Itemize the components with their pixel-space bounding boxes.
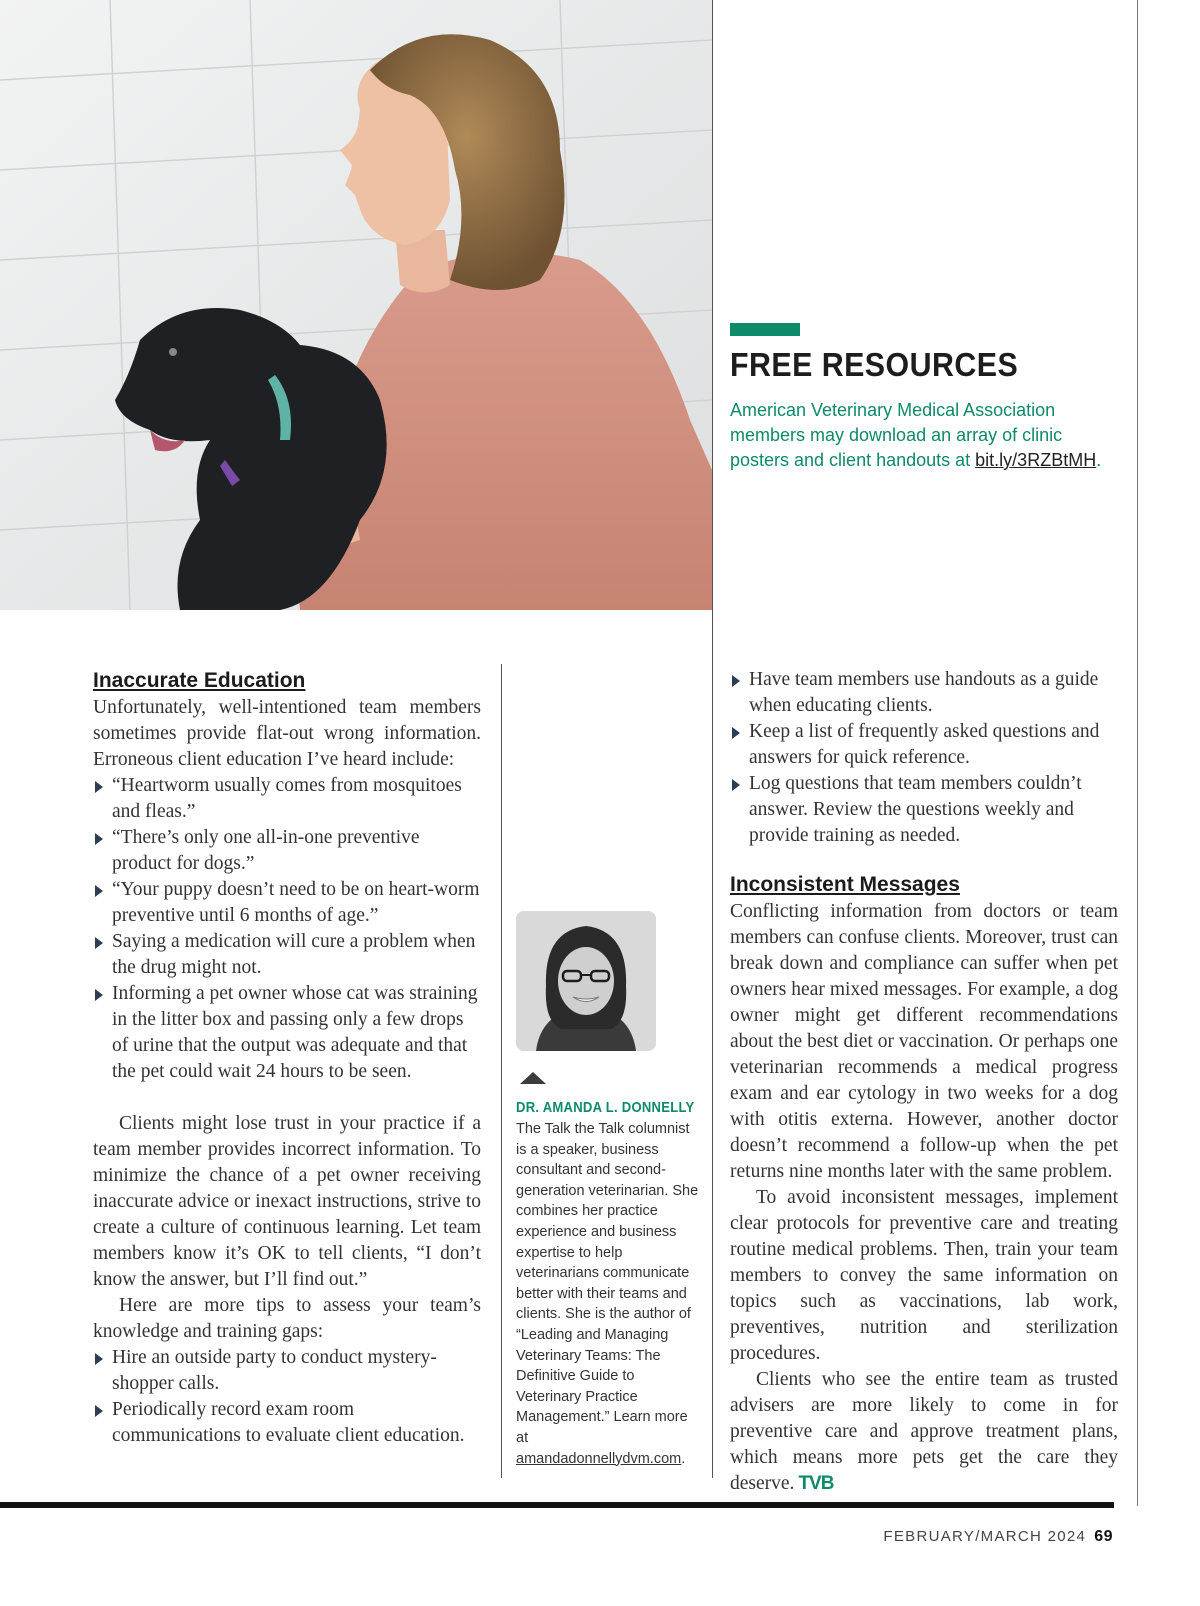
free-resources-accent-bar: [730, 323, 800, 336]
author-bio: [516, 1119, 701, 1469]
list-item: “Your puppy doesn’t need to be on heart-worm preventive until 6 months of age.”: [93, 877, 481, 929]
author-pointer-icon: [520, 1072, 546, 1084]
footer-rule: [0, 1502, 1114, 1508]
body-paragraph: Conflicting information from doctors or team members can confuse clients. Moreover, trust can break down and compliance can suffer when pet owners hear mixed messages. For example, a dog owner might get different recommendations about the best diet or vaccination. Or perhaps one veterinarian recommends a medical progress exam and ear cytology in two weeks for a dog with otitis externa. However, another doctor doesn’t recommend a follow-up when the pet returns nine months later with the same problem.: [730, 901, 1118, 1182]
author-name: DR. AMANDA L. DONNELLY: [516, 1100, 695, 1116]
handout-tips-list: [730, 667, 1118, 849]
list-item: “Heartworm usually comes from mosquitoes and fleas.”: [93, 773, 481, 825]
free-resources-body: American Veterinary Medical Association members may download an array of clinic posters and client handouts at: [730, 400, 1063, 470]
tvb-end-mark-icon: TVB: [798, 1473, 834, 1494]
final-paragraph-text: Clients who see the entire team as trusted advisers are more likely to come in for preventive care and approve treatment plans, which means more pets get the care they deserve.: [730, 1369, 1118, 1494]
free-resources-text: [730, 398, 1125, 473]
hero-photo: [0, 0, 712, 610]
free-resources-title: FREE RESOURCES: [730, 346, 1019, 383]
list-item: Have team members use handouts as a guide when educating clients.: [730, 667, 1118, 719]
section-heading-inconsistent-messages: Inconsistent Messages: [730, 873, 960, 896]
body-paragraph-final: [730, 1367, 1118, 1497]
free-resources-end: .: [1096, 450, 1102, 470]
list-item: Hire an outside party to conduct mystery-shopper calls.: [93, 1345, 481, 1397]
right-column: [730, 667, 1118, 1497]
author-portrait-image: [516, 911, 656, 1051]
erroneous-education-list: [93, 773, 481, 1085]
page-number: 69: [1094, 1528, 1113, 1545]
author-photo: [516, 911, 656, 1051]
column-divider-left: [501, 664, 502, 1478]
list-item: Keep a list of frequently asked questions and answers for quick reference.: [730, 719, 1118, 771]
column-divider-photo: [712, 0, 713, 1478]
author-bio-end: .: [681, 1450, 686, 1467]
left-column: [93, 667, 481, 1449]
list-item: Log questions that team members couldn’t answer. Review the questions weekly and provide training as needed.: [730, 771, 1118, 849]
tips-list: [93, 1345, 481, 1449]
page-footer: [883, 1528, 1113, 1546]
list-item: Saying a medication will cure a problem when the drug might not.: [93, 929, 481, 981]
body-paragraph: Here are more tips to assess your team’s knowledge and training gaps:: [93, 1295, 481, 1342]
list-item: Periodically record exam room communications to evaluate client education.: [93, 1397, 481, 1449]
intro-paragraph: Unfortunately, well-intentioned team members sometimes provide flat-out wrong information. Erroneous client education I’ve heard include:: [93, 697, 481, 770]
page-edge-rule: [1137, 0, 1138, 1506]
section-heading-inaccurate-education: Inaccurate Education: [93, 669, 306, 692]
body-paragraph: Clients might lose trust in your practice if a team member provides incorrect information. To minimize the chance of a pet owner receiving inaccurate advice or inexact instructions, strive to create a culture of continuous learning. Let team members know it’s OK to tell clients, “I don’t know the answer, but I’ll find out.”: [93, 1113, 481, 1290]
issue-date: FEBRUARY/MARCH 2024: [883, 1528, 1087, 1545]
author-website-link[interactable]: amandadonnellydvm.com: [516, 1450, 682, 1467]
list-item: Informing a pet owner whose cat was straining in the litter box and passing only a few drops of urine that the output was adequate and that the pet could wait 24 hours to be seen.: [93, 981, 481, 1085]
author-bio-text: The Talk the Talk columnist is a speaker, business consultant and second-generation veterinarian. She combines her practice experience and business expertise to help veterinarians communicate better with their teams and clients. She is the author of “Leading and Managing Veterinary Teams: The Definitive Guide to Veterinary Practice Management.” Learn more at: [516, 1121, 699, 1446]
body-paragraph: To avoid inconsistent messages, implement clear protocols for preventive care and treating routine medical problems. Then, train your team members to convey the same information on topics such as vaccinations, lab work, preventives, nutrition and sterilization procedures.: [730, 1187, 1118, 1364]
free-resources-link[interactable]: bit.ly/3RZBtMH: [975, 450, 1097, 470]
woman-with-dog-image: [0, 0, 712, 610]
list-item: “There’s only one all-in-one preventive product for dogs.”: [93, 825, 481, 877]
